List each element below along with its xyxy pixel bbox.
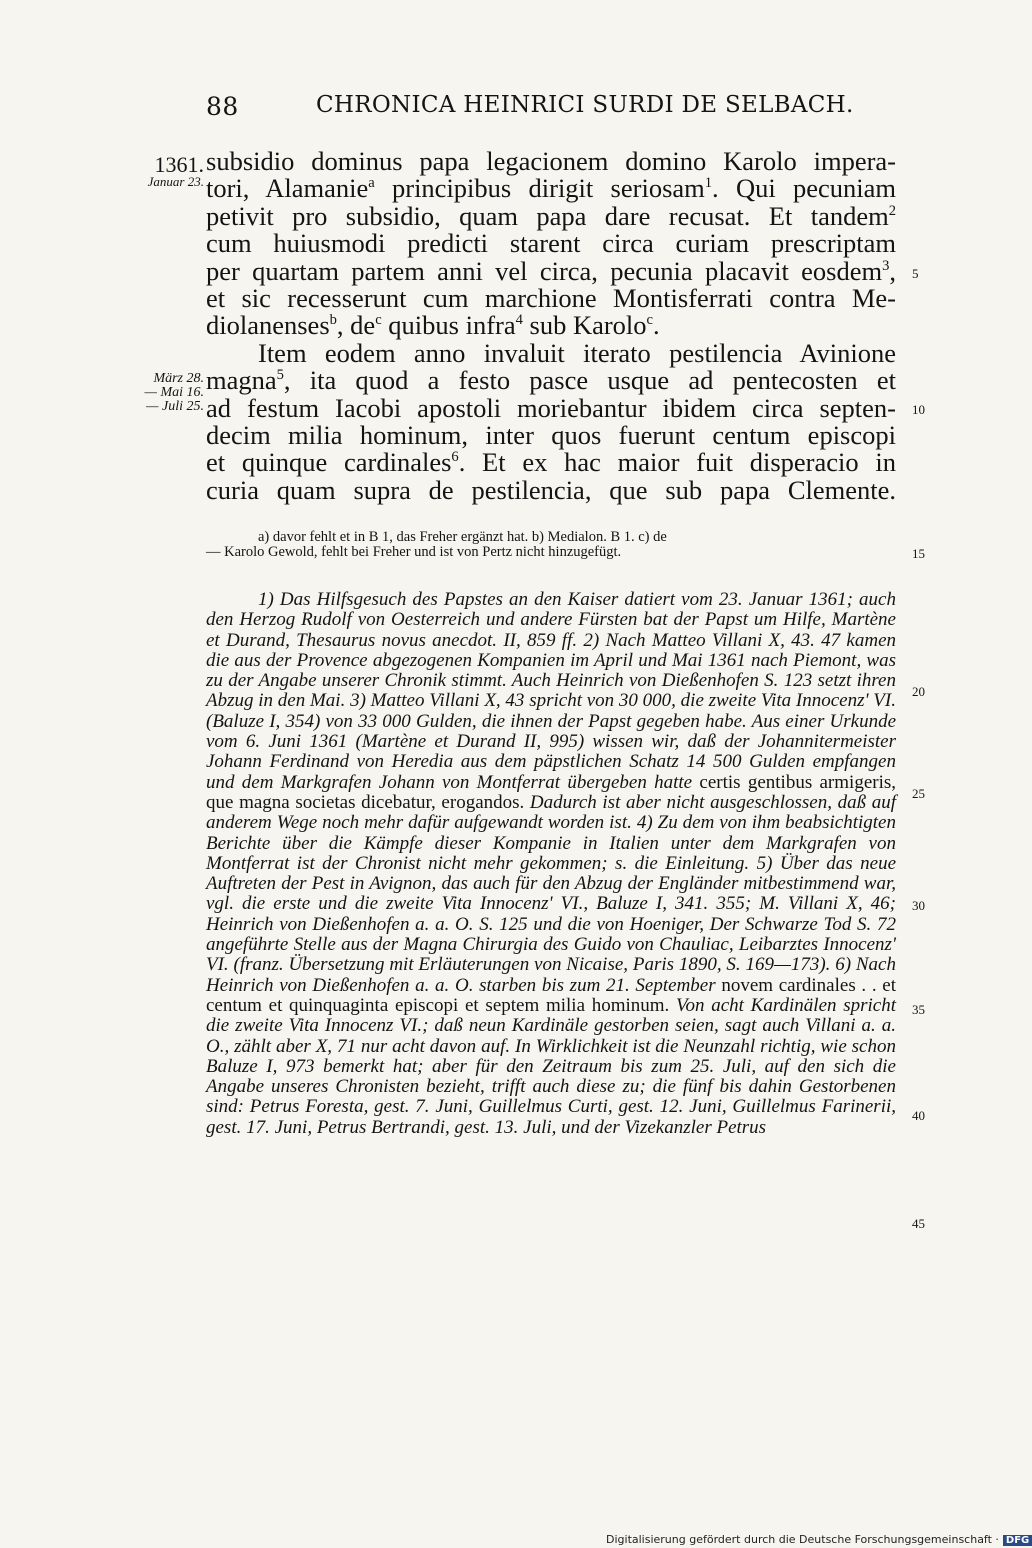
footnotes — [206, 590, 896, 1138]
text-line: cum huiusmodi predicti starent circa curiam prescriptam — [206, 228, 896, 259]
margin-date-january: Januar 23. — [147, 174, 204, 189]
footnote-block: 1) Das Hilfsgesuch des Papstes an den Kaiser datiert vom 23. Januar 1361; auch den Herzog Rudolf von Oesterreich und andere Fürsten bat der Papst um Hilfe, Martène et Durand, Thesaurus novus anecdot. II, 859 ff. 2) Nach Matteo Villani X, 43. 47 kamen die aus der Provence abgezogenen Kompanien im April und Mai 1361 nach Piemont, was zu der Angabe unserer Chronik stimmt. Auch Heinrich von Dießenhofen S. 123 setzt ihren Abzug in den Mai. 3) Matteo Villani X, 43 spricht von 30 000, die zweite Vita Innocenz' VI. (Baluze I, 354) von 33 000 Gulden, die ihnen der Papst gegeben habe. Aus einer Urkunde vom 6. Juni 1361 (Martène et Durand II, 995) wissen wir, daß der Johannitermeister Johann Ferdinand von Heredia aus dem päpstlichen Schatz 14 500 Gulden empfangen und dem Markgrafen Johann von Montferrat übergeben hatte certis gentibus armigeris, que magna societas dicebatur, erogandos. Dadurch ist aber nicht ausgeschlossen, daß auf anderem Wege noch mehr dafür aufgewandt worden ist. 4) Zu dem von ihm beabsichtigten Berichte über die Kämpfe dieser Kompanie in Italien unter dem Markgrafen von Montferrat ist der Chronist nicht mehr gekommen; s. die Einleitung. 5) Über das neue Auftreten der Pest in Avignon, das auch für den Abzug der Engländer mitbestimmend war, vgl. die erste und die zweite Vita Innocenz' VI., Baluze I, 341. 355; M. Villani X, 46; Heinrich von Dießenhofen a. a. O. S. 125 und die von Hoeniger, Der Schwarze Tod S. 72 angeführte Stelle aus der Magna Chirurgia des Guido von Chauliac, Leibarztes Innocenz' VI. (franz. Übersetzung mit Erläuterungen von Nicaise, Paris 1890, S. 169—173). 6) Nach Heinrich von Dießenhofen a. a. O. starben bis zum 21. September novem cardinales . . et centum et quinquaginta episcopi et septem milia hominum. Von acht Kardinälen spricht die zweite Vita Innocenz VI.; daß neun Kardinäle gestorben seien, sagt auch Villani a. a. O., zählt aber X, 71 nur acht davon auf. In Wirklichkeit ist die Neunzahl richtig, wie schon Baluze I, 973 bemerkt hat; aber für den Zeitraum bis zum 25. Juli, auf den sich die Angabe unseres Chronisten bezieht, trifft auch diese zu; die fünf bis dahin Gestorbenen sind: Petrus Foresta, gest. 7. Juni, Guillelmus Curti, gest. 12. Juni, Guillelmus Farinerii, gest. 17. Juni, Petrus Bertrandi, gest. 13. Juli, und der Vizekanzler Petrus — [206, 589, 897, 1138]
critical-mark: c — [646, 312, 654, 329]
margin-date-march: März 28. — [153, 371, 204, 386]
critical-mark: c — [375, 312, 382, 329]
footnote-ref: 6 — [451, 449, 459, 466]
text-line: et quinque cardinales$^6$. Et ex hac maior fuit disperacio in — [206, 447, 896, 478]
text-line: curia quam supra de pestilencia, que sub papa Clemente. — [206, 474, 896, 505]
critical-mark: b — [329, 312, 337, 329]
text-line: et sic recesserunt cum marchione Montisferrati contra Me- — [206, 283, 896, 314]
text-line: diolanenses$^b$, $de^c$ quibus infra$^4$ sub Karolo$^c$. — [206, 310, 660, 341]
critical-apparatus — [206, 530, 896, 560]
dfg-credit-text: Digitalisierung gefördert durch die Deutsche Forschungsgemeinschaft · — [606, 1533, 999, 1546]
latin-quote: novem cardinales . . et centum et quinquaginta episcopi et septem milia hominum. — [206, 974, 896, 1016]
apparatus-line: a) davor fehlt et in B 1, das Freher ergänzt hat. b) Medialon. B 1. c) de — [258, 529, 667, 545]
line-number: 35 — [912, 1002, 925, 1017]
text-line: per quartam partem anni vel circa, pecunia placavit eosdem$^3$, — [206, 255, 896, 286]
margin-year: 1361. — [154, 152, 204, 177]
footnote-ref: 5 — [276, 367, 284, 384]
apparatus-line: — Karolo Gewold, fehlt bei Freher und ist von Pertz nicht hinzugefügt. — [206, 544, 622, 560]
line-number: 5 — [912, 266, 919, 281]
page-number: 88 — [206, 92, 239, 121]
line-number: 10 — [912, 402, 925, 417]
dfg-credit — [606, 1533, 1032, 1546]
footnote-ref: 4 — [515, 312, 523, 329]
line-number: 20 — [912, 684, 925, 699]
margin-date-july: — Juli 25. — [146, 399, 204, 414]
running-title: CHRONICA HEINRICI SURDI DE SELBACH. — [316, 92, 854, 118]
text-line: Item eodem anno invaluit iterato pestilencia Avinione — [258, 337, 896, 368]
line-number: 30 — [912, 898, 925, 913]
footnote-ref: 2 — [888, 202, 896, 219]
main-text — [206, 148, 896, 504]
text-line: subsidio dominus papa legacionem domino Karolo impera- — [206, 146, 896, 176]
line-number: 25 — [912, 786, 925, 801]
text-line: ad festum Iacobi apostoli moriebantur ibidem circa septen- — [206, 392, 896, 423]
line-number: 45 — [912, 1216, 925, 1231]
margin-date-may: — Mai 16. — [144, 385, 204, 400]
text-line: magna$^5$, ita quod a festo pasce usque ad pentecosten et — [206, 365, 896, 396]
text-line: petivit pro subsidio, quam papa dare recusat. Et tandem$^2$ — [206, 200, 896, 231]
critical-mark: a — [368, 175, 375, 192]
text-line: decim milia hominum, inter quos fuerunt centum episcopi — [206, 420, 896, 451]
line-number: 15 — [912, 546, 925, 561]
text-line: tori, Alamanie$^a$ principibus dirigit seriosam$^1$. Qui pecuniam — [206, 173, 896, 204]
latin-quote: certis gentibus armigeris, que magna societas dicebatur, erogandos. — [206, 771, 896, 813]
footnote-ref: 1 — [704, 175, 713, 192]
line-number: 40 — [912, 1108, 925, 1123]
dfg-logo: DFG — [1003, 1535, 1032, 1546]
footnote-ref: 3 — [882, 257, 890, 274]
